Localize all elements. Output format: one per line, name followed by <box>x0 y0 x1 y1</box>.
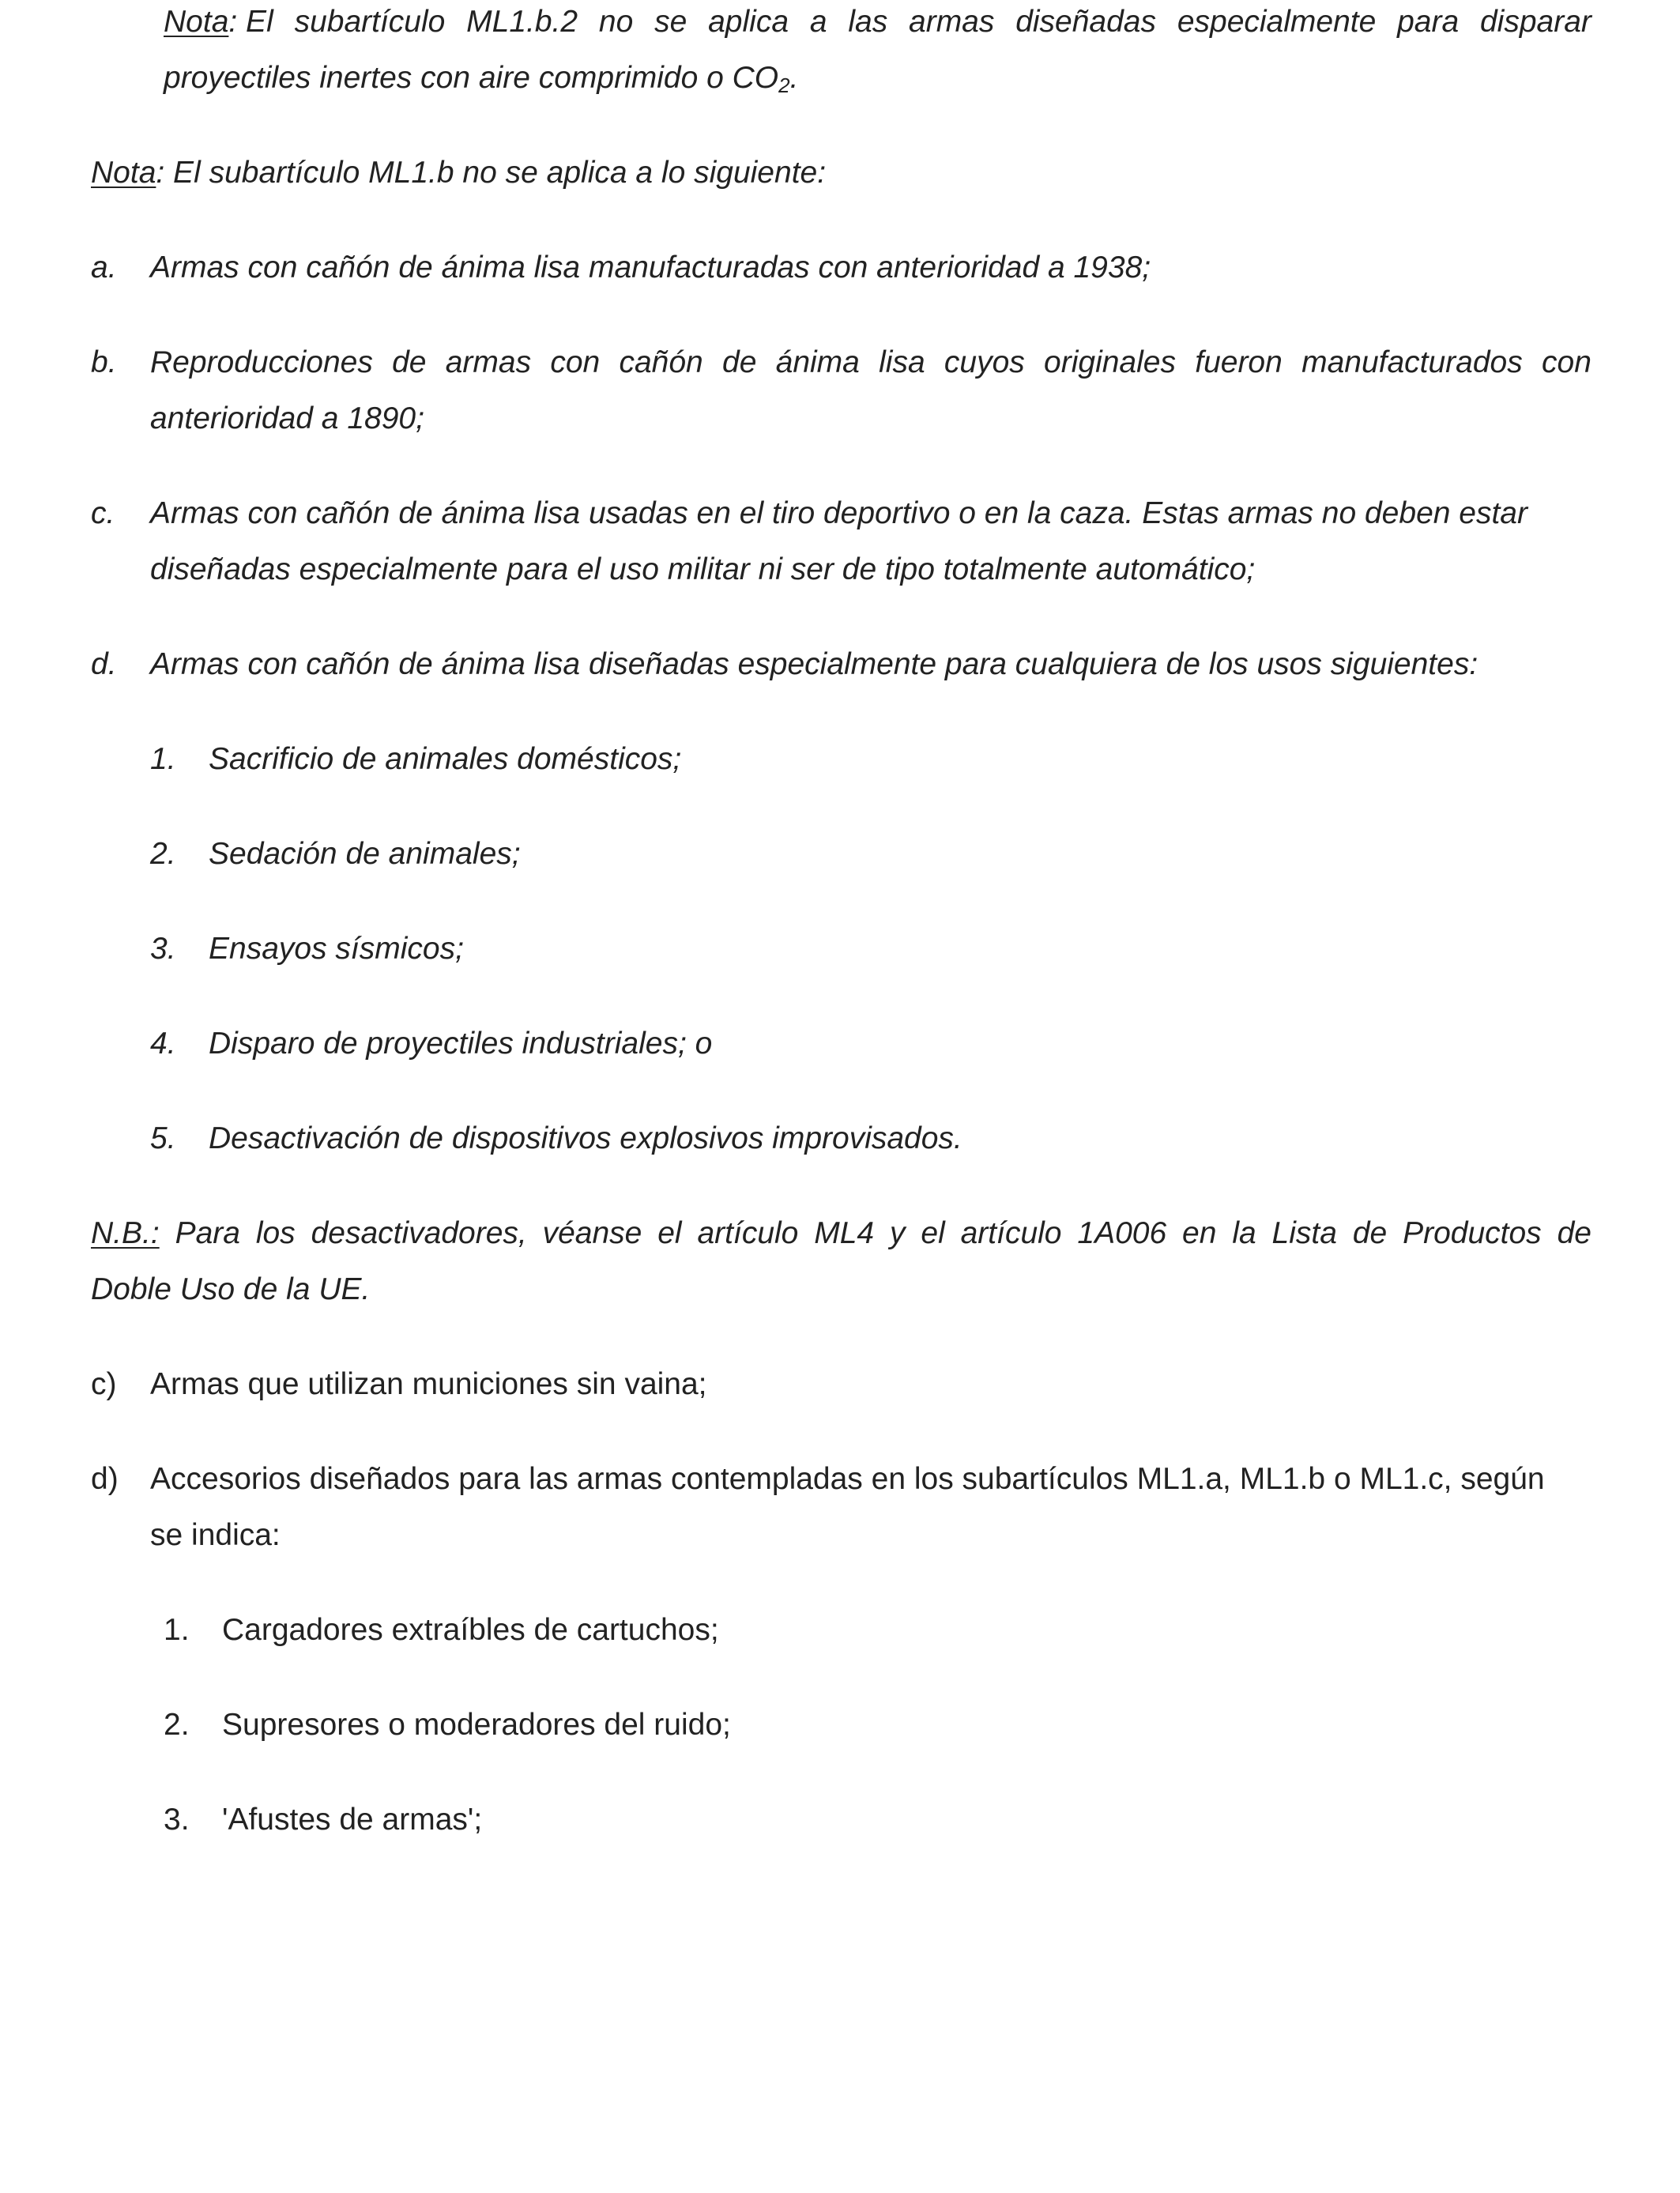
exclusion-text: Armas con cañón de ánima lisa diseñadas especialmente para cualquiera de los usos siguientes: <box>150 647 1478 681</box>
word: en <box>1182 1216 1217 1250</box>
note-b2-first: Nota: El <box>164 5 273 39</box>
word: Reproducciones <box>150 345 373 379</box>
use-marker: 4. <box>150 1027 176 1061</box>
word: subartículo <box>294 5 446 39</box>
word: con <box>1542 345 1591 379</box>
word: el <box>921 1216 945 1250</box>
use-text: Desactivación de dispositivos explosivos improvisados. <box>209 1121 962 1155</box>
item-text: se indica: <box>150 1518 281 1552</box>
word: el <box>657 1216 682 1250</box>
word: artículo <box>960 1216 1062 1250</box>
word: manufacturados <box>1301 345 1523 379</box>
use-marker: 2. <box>150 837 176 871</box>
accessory-text: Cargadores extraíbles de cartuchos; <box>222 1613 719 1647</box>
word: a <box>809 5 827 39</box>
word: desactivadores, <box>311 1216 527 1250</box>
word: originales <box>1044 345 1176 379</box>
word: de <box>392 345 427 379</box>
nb-line2: Doble Uso de la UE. <box>91 1272 371 1306</box>
exclusion-text: Armas con cañón de ánima lisa usadas en el tiro deportivo o en la caza. Estas armas no deben estar <box>150 496 1527 530</box>
note-b2-line2: proyectiles inertes con aire comprimido o $CO_2$. <box>164 61 799 97</box>
word: y <box>890 1216 906 1250</box>
word: fueron <box>1195 345 1283 379</box>
word: cañón <box>619 345 703 379</box>
accessory-marker: 3. <box>164 1803 190 1837</box>
word: ML1.b.2 <box>466 5 578 39</box>
accessory-text: Supresores o moderadores del ruido; <box>222 1708 731 1742</box>
use-marker: 5. <box>150 1121 176 1155</box>
word: de <box>1352 1216 1388 1250</box>
word: 1A006 <box>1077 1216 1167 1250</box>
item-marker: c) <box>91 1367 117 1401</box>
word: armas <box>445 345 532 379</box>
word: disparar <box>1479 5 1591 39</box>
word: ánima <box>775 345 860 379</box>
word: Productos <box>1403 1216 1542 1250</box>
word: véanse <box>542 1216 642 1250</box>
word: los <box>255 1216 296 1250</box>
note-label: Nota <box>164 5 229 39</box>
word: lisa <box>879 345 925 379</box>
exclusion-marker: a. <box>91 251 117 284</box>
item-text: Accesorios diseñados para las armas contempladas en los subartículos ML1.a, ML1.b o ML1.c, según <box>150 1462 1545 1496</box>
word: artículo <box>697 1216 799 1250</box>
word: diseñadas <box>1015 5 1156 39</box>
word: se <box>654 5 687 39</box>
word: Lista <box>1271 1216 1337 1250</box>
use-marker: 3. <box>150 932 176 966</box>
word: las <box>848 5 888 39</box>
use-text: Sedación de animales; <box>209 837 521 871</box>
nb-line1 <box>91 1218 1591 1249</box>
exclusion-marker: c. <box>91 496 115 530</box>
word: aplica <box>708 5 789 39</box>
use-text: Disparo de proyectiles industriales; o <box>209 1027 713 1061</box>
word: la <box>1232 1216 1256 1250</box>
word: Para <box>175 1216 240 1250</box>
note-label: Nota <box>91 156 156 190</box>
use-text: Sacrificio de animales domésticos; <box>209 742 682 776</box>
word: no <box>598 5 634 39</box>
word: cuyos <box>944 345 1025 379</box>
accessory-marker: 2. <box>164 1708 190 1742</box>
exclusion-text: Armas con cañón de ánima lisa manufacturadas con anterioridad a 1938; <box>150 251 1151 284</box>
word: con <box>550 345 601 379</box>
note-b2-line1 <box>164 6 1591 37</box>
accessory-text: 'Afustes de armas'; <box>222 1803 483 1837</box>
exclusion-marker: b. <box>91 345 117 379</box>
word: ML4 <box>814 1216 875 1250</box>
word: especialmente <box>1177 5 1377 39</box>
accessory-marker: 1. <box>164 1613 190 1647</box>
exclusion-text <box>150 347 1591 378</box>
word: para <box>1397 5 1460 39</box>
word: de <box>1557 1216 1591 1250</box>
nb-label: N.B.: <box>91 1216 160 1250</box>
exclusion-text: anterioridad a 1890; <box>150 401 424 435</box>
exclusion-marker: d. <box>91 647 117 681</box>
note-b: Nota: El subartículo ML1.b no se aplica a lo siguiente: <box>91 156 827 190</box>
use-text: Ensayos sísmicos; <box>209 932 464 966</box>
exclusion-text: diseñadas especialmente para el uso militar ni ser de tipo totalmente automático; <box>150 552 1256 586</box>
item-text: Armas que utilizan municiones sin vaina; <box>150 1367 707 1401</box>
use-marker: 1. <box>150 742 176 776</box>
item-marker: d) <box>91 1462 119 1496</box>
word: armas <box>909 5 995 39</box>
word: de <box>722 345 757 379</box>
